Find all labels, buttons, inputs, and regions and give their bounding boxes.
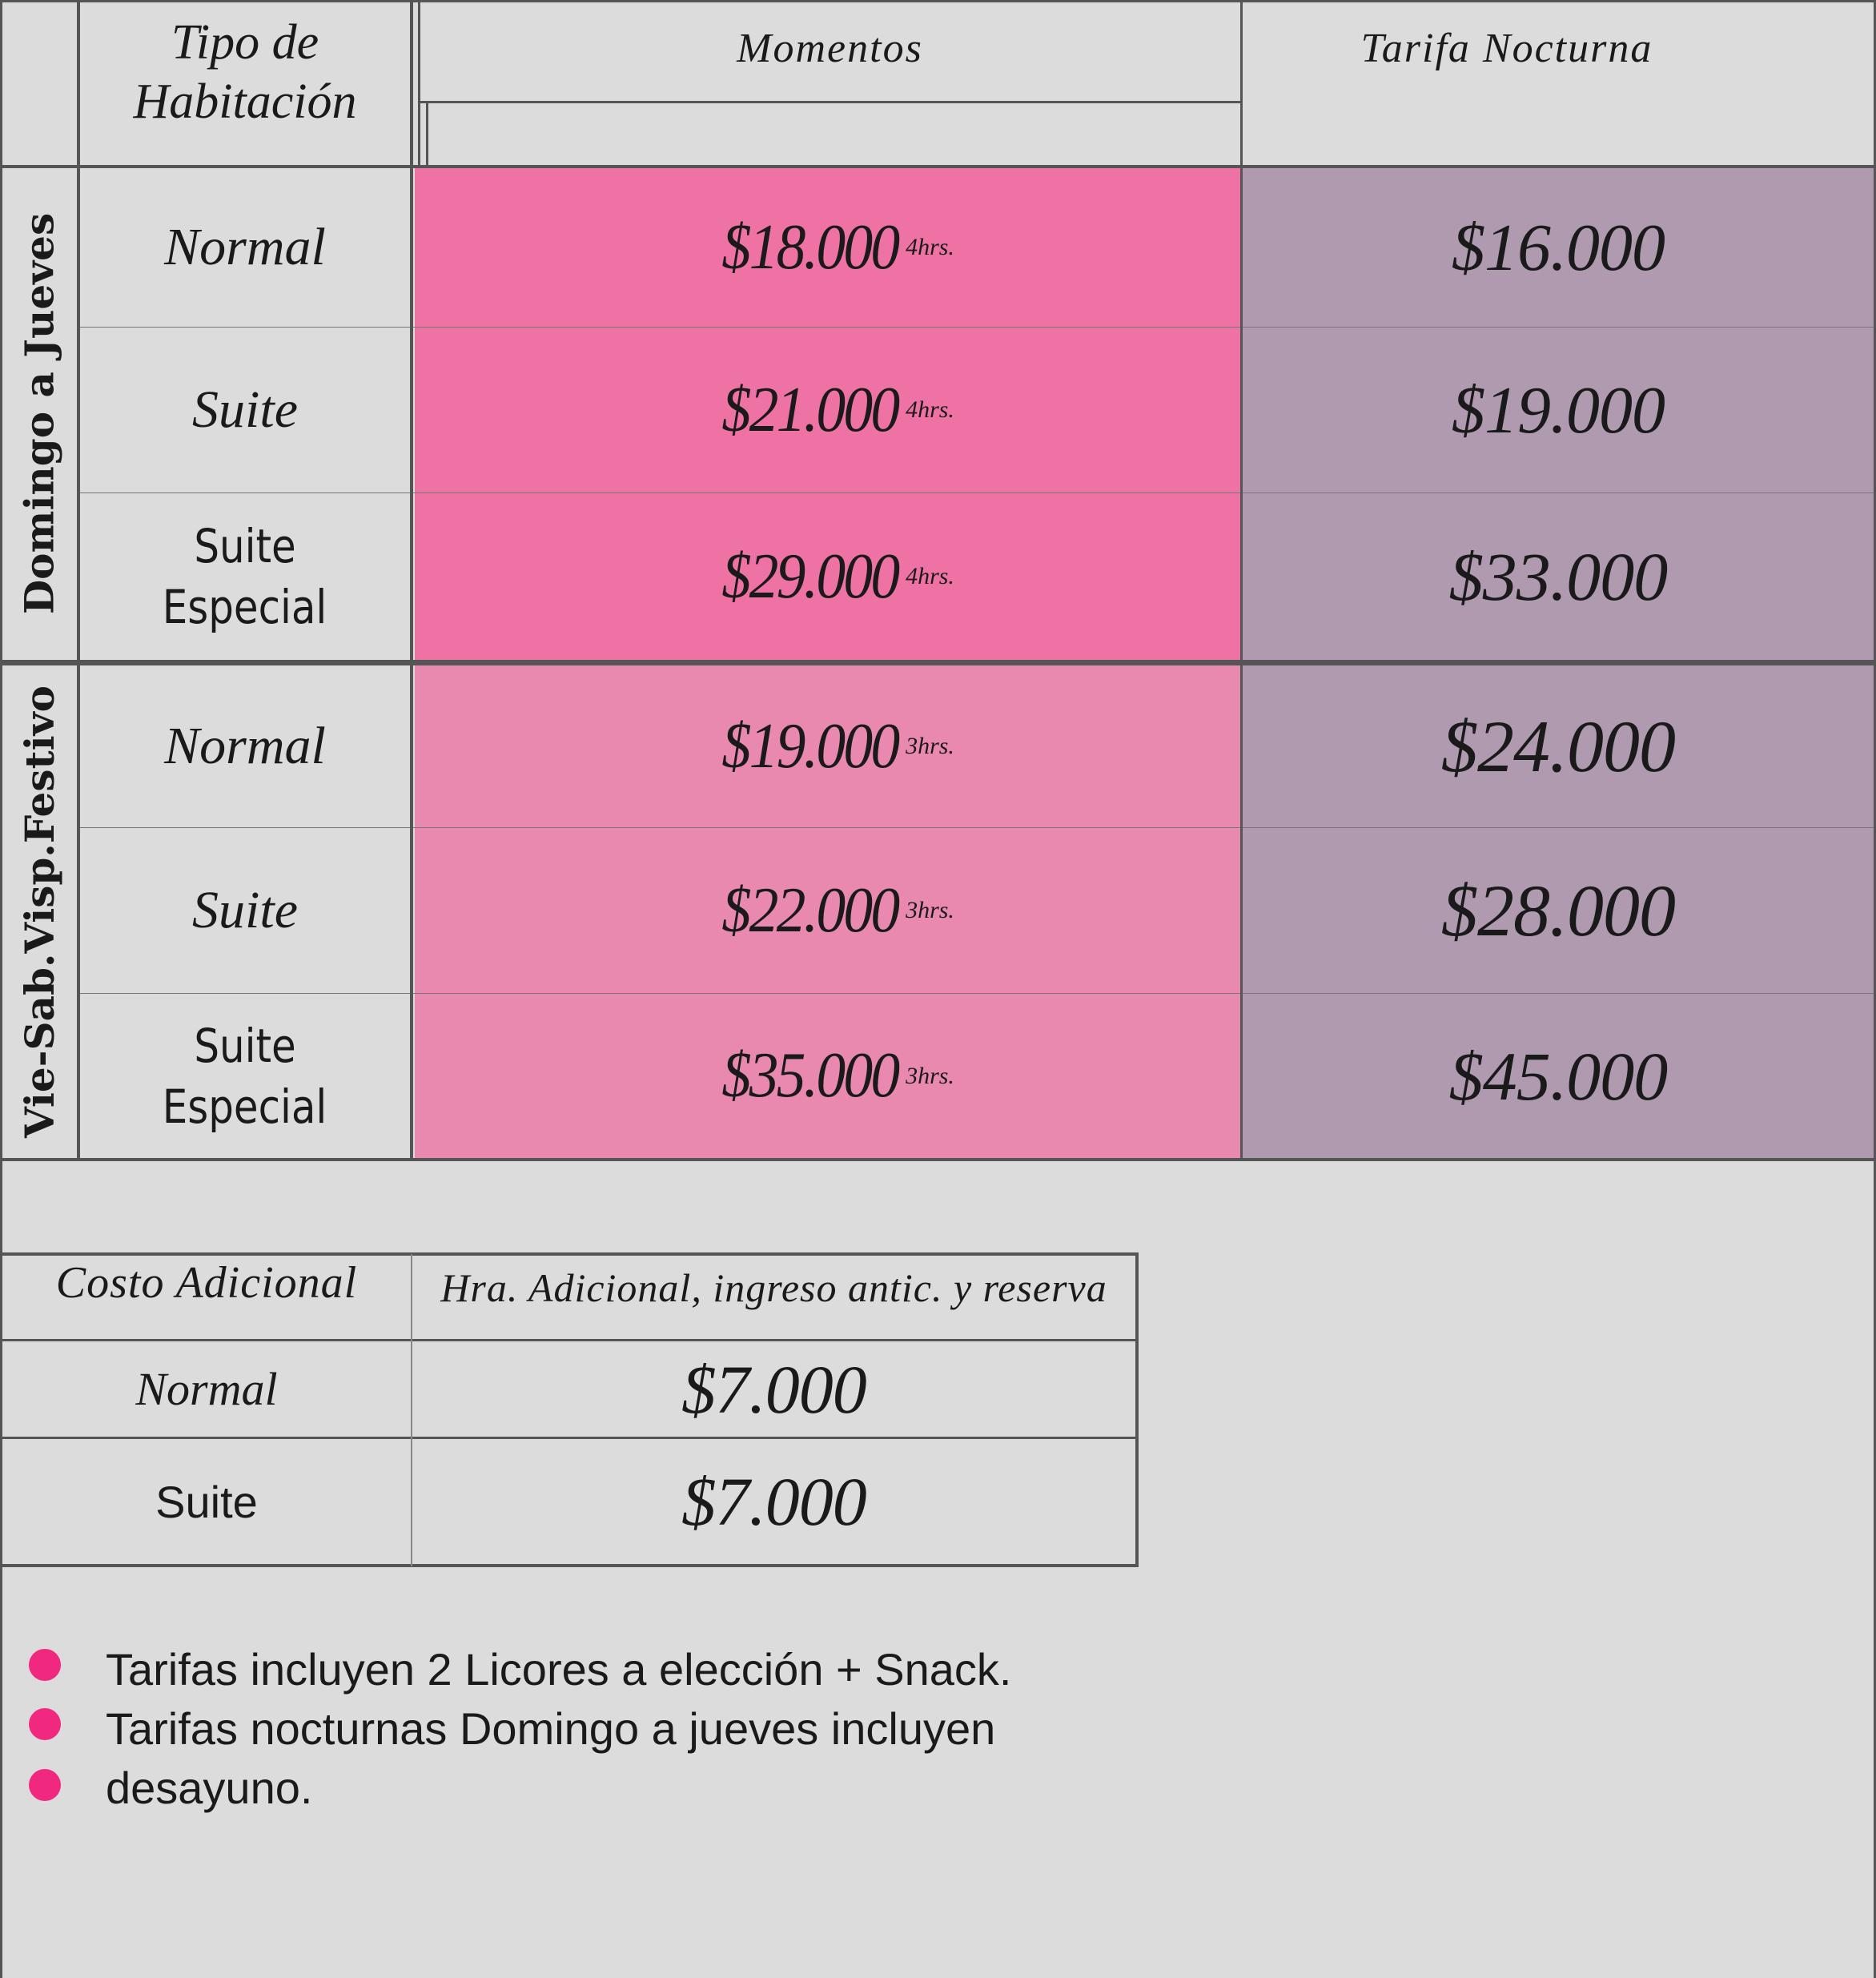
additional-row-price: $7.000 [681,1463,866,1540]
nocturna-price-cell: $45.000 [1448,1037,1668,1115]
room-type-cell: Suite [192,380,298,439]
momentos-price-cell [428,994,1240,1158]
header-momentos: Momentos [737,25,923,71]
group-label-weekend-text: Vie-Sab.Visp.Festivo [16,685,63,1138]
header-room-type-line2: Habitación [133,74,357,129]
nocturna-price-cell: $24.000 [1441,706,1675,787]
momentos-price-cell [428,168,1240,327]
momentos-duration: 4hrs. [906,234,954,260]
room-type-cell: Suite [192,881,298,939]
header-tarifa-nocturna: Tarifa Nocturna [1360,25,1653,71]
momentos-duration: 3hrs. [906,1062,954,1089]
momentos-price: $29.000 [721,541,898,612]
bullet-icon [29,1769,61,1801]
note-text: Tarifas nocturnas Domingo a jueves incluyen [106,1703,996,1754]
room-type-line2: Especial [163,1079,327,1134]
room-type-line1: Suite [194,1018,296,1073]
bullet-icon [29,1708,61,1740]
header-room-type [80,16,410,128]
momentos-price-cell [428,328,1240,492]
momentos-duration: 4hrs. [906,563,954,589]
momentos-price: $21.000 [721,374,898,445]
additional-row-label: Normal [135,1363,278,1415]
bullet-icon [29,1649,61,1681]
momentos-duration: 3hrs. [906,897,954,923]
additional-header-right: Hra. Adicional, ingreso antic. y reserva [440,1265,1107,1310]
momentos-price: $19.000 [721,710,898,782]
additional-row-price: $7.000 [681,1350,866,1428]
nocturna-price-cell: $33.000 [1448,538,1668,615]
momentos-price: $18.000 [721,211,898,283]
nocturna-price-cell: $19.000 [1452,372,1665,448]
room-type-cell [80,493,410,660]
nocturna-price-cell: $16.000 [1452,210,1665,285]
room-type-line2: Especial [163,580,327,634]
group-label-weekday-text: Domingo a Jueves [15,212,63,615]
room-type-cell: Normal [164,218,326,276]
momentos-duration: 4hrs. [906,396,954,423]
note-text: Tarifas incluyen 2 Licores a elección + Snack. [106,1644,1012,1695]
room-type-line1: Suite [194,519,296,573]
note-text: desayuno. [106,1763,313,1813]
room-type-cell [80,994,410,1158]
momentos-price-cell [428,665,1240,827]
momentos-duration: 3hrs. [906,733,954,759]
header-room-type-line1: Tipo de [171,15,319,70]
momentos-price-cell [428,828,1240,993]
momentos-price: $22.000 [721,874,898,946]
momentos-price-cell [428,493,1240,660]
room-type-cell: Normal [164,717,326,775]
nocturna-price-cell: $28.000 [1441,870,1675,951]
additional-row-label: Suite [155,1476,258,1527]
group-label-weekday [2,167,77,660]
additional-header-left: Costo Adicional [55,1258,358,1308]
momentos-price: $35.000 [721,1040,898,1111]
group-label-weekend [2,665,77,1158]
